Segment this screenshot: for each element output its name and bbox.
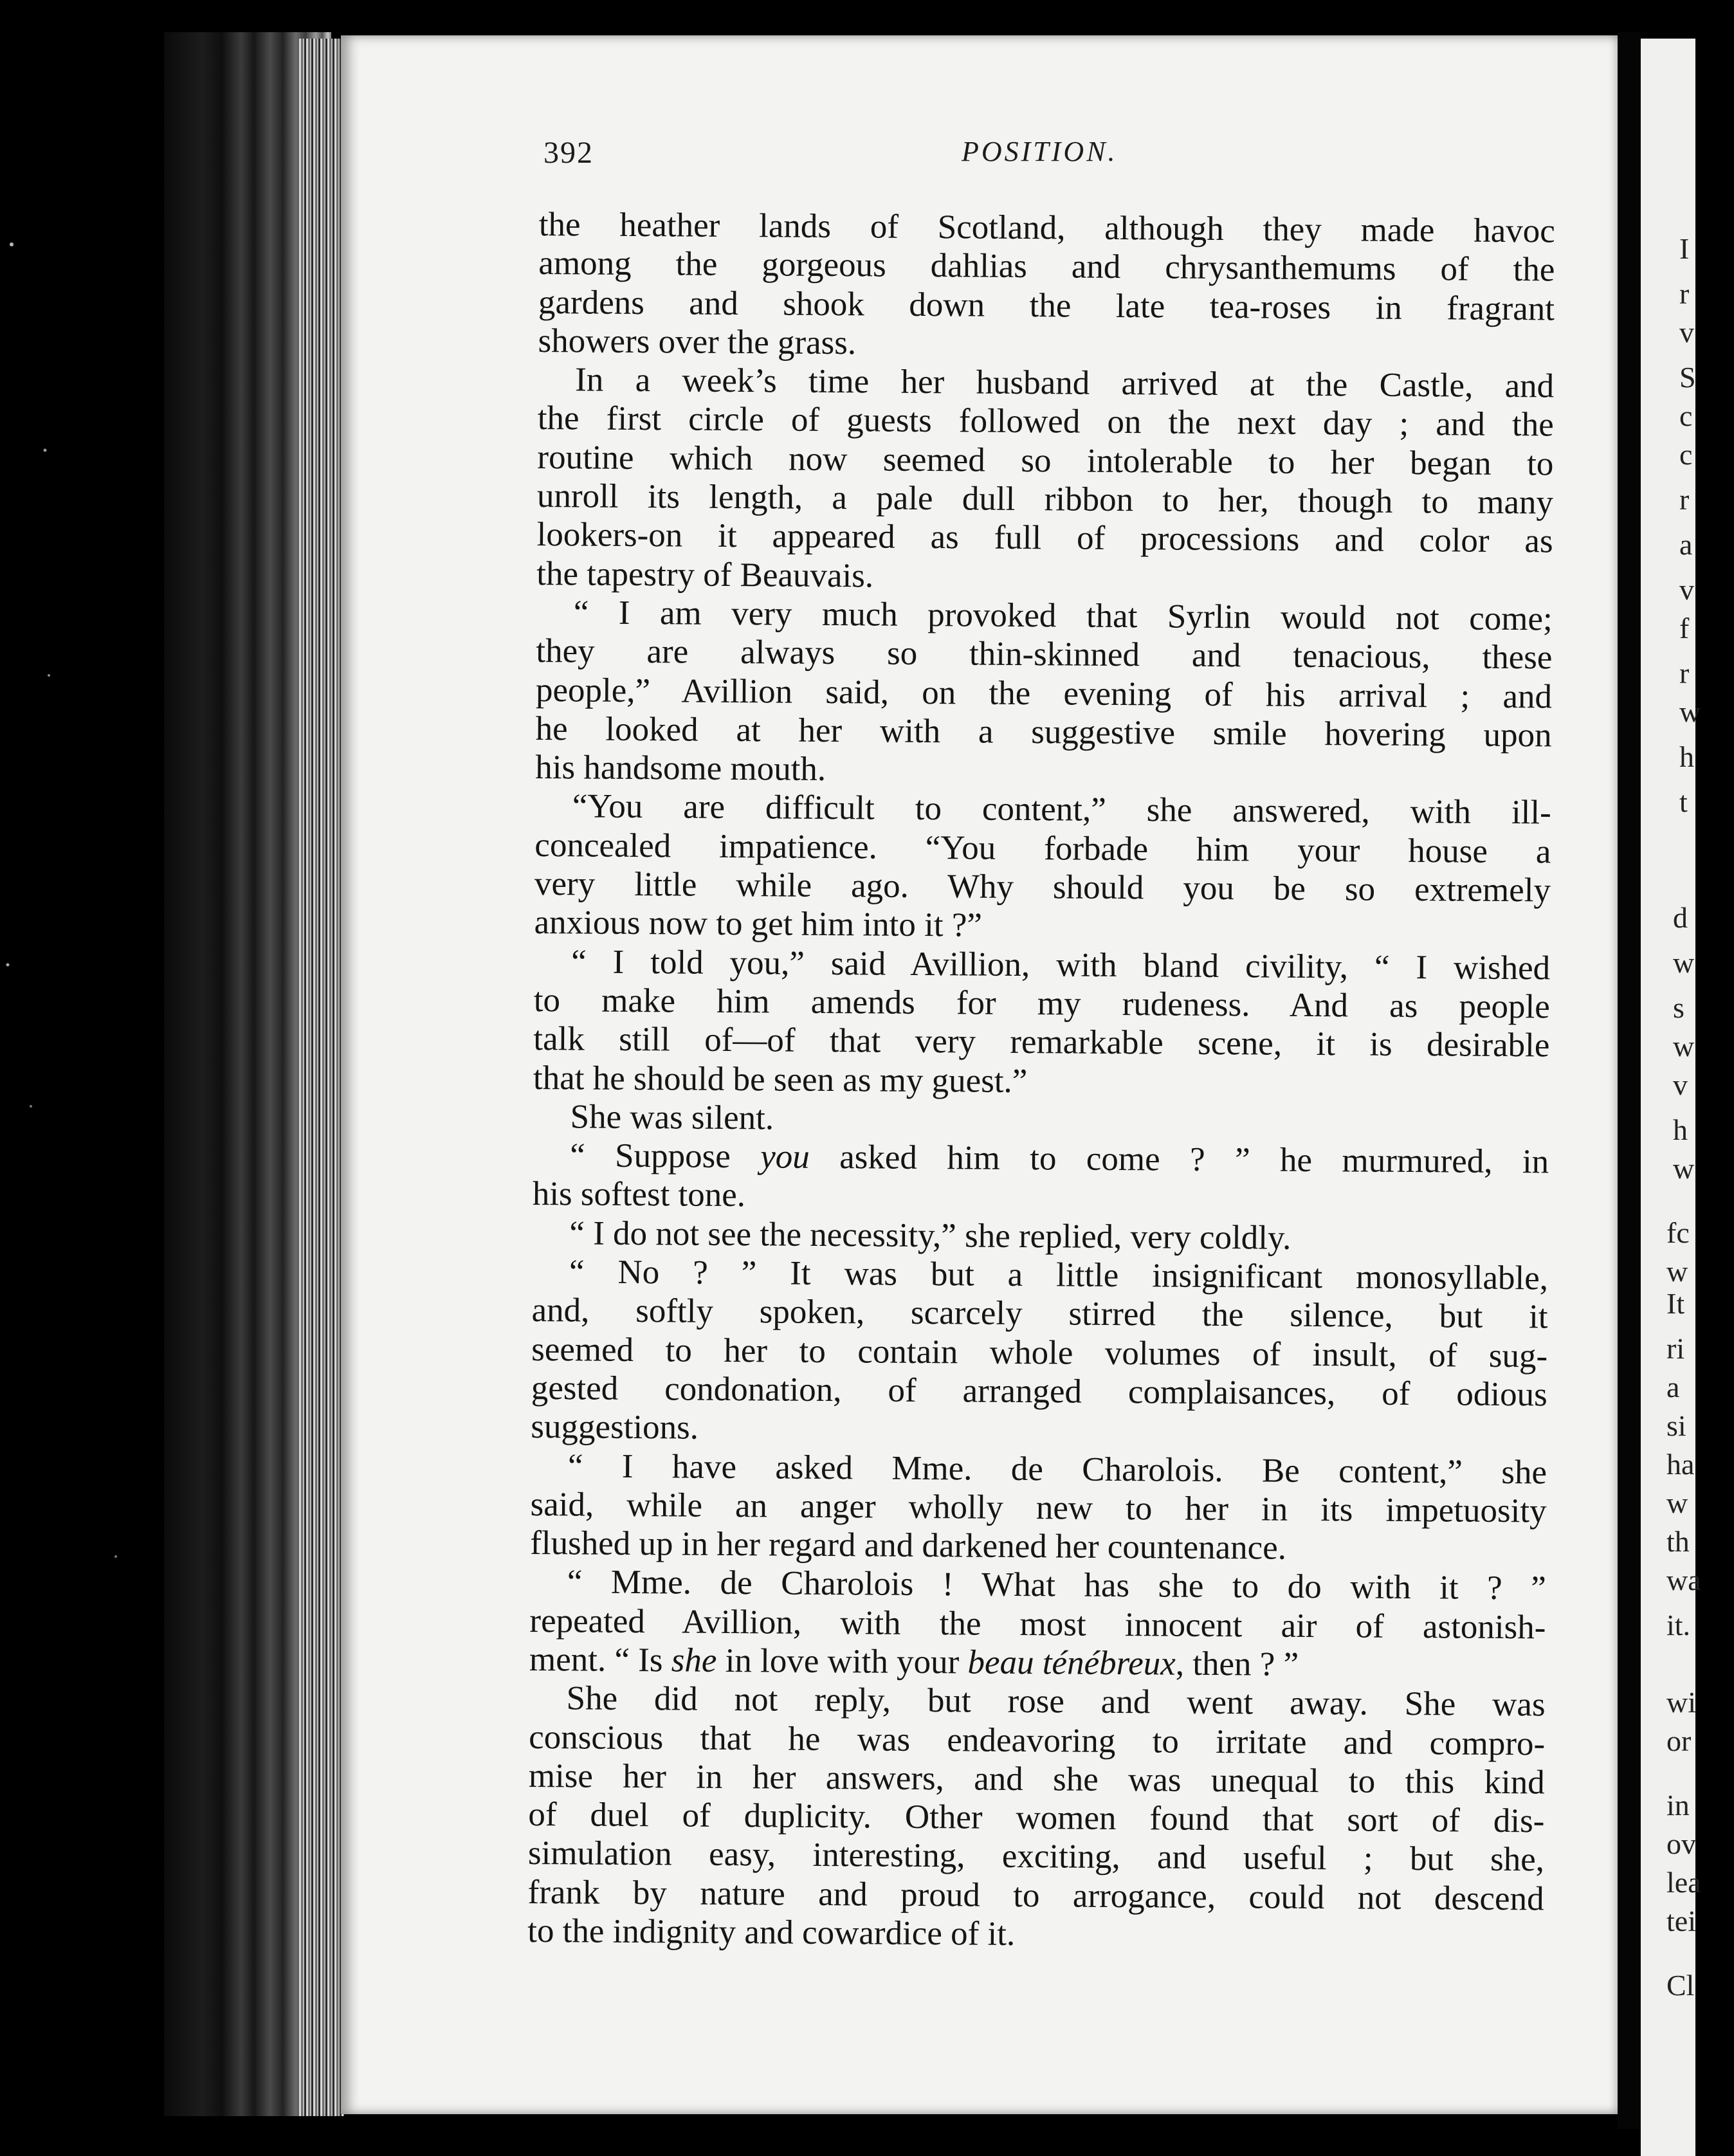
next-page-fragment: c — [1679, 438, 1693, 471]
next-page-fragment: I — [1679, 232, 1690, 265]
text-line: “ I have asked Mme. de Charolois. Be content,” she — [567, 1447, 1547, 1491]
text-line: of duel of duplicity. Other women found that sort of dis- — [528, 1796, 1545, 1840]
next-page-fragment: th — [1666, 1525, 1690, 1558]
text-line: to the indignity and cowardice of it. — [527, 1912, 1016, 1953]
next-page-fragment: tei — [1666, 1905, 1696, 1937]
next-page-fragment: h — [1679, 740, 1694, 773]
next-page-fragment: ov — [1666, 1827, 1696, 1860]
text-line: suggestions. — [531, 1408, 699, 1447]
text-line: showers over the grass. — [538, 322, 857, 362]
text-line: the tapestry of Beauvais. — [536, 554, 874, 595]
next-page-fragment: v — [1673, 1068, 1688, 1101]
text-line: among the gorgeous dahlias and chrysanthemums of the — [538, 244, 1555, 289]
next-page-fragment: r — [1679, 657, 1690, 690]
next-page-fragment: a — [1666, 1371, 1680, 1403]
next-page-fragment: w — [1673, 946, 1695, 979]
next-page-fragment: S — [1679, 361, 1696, 394]
next-page-fragment: d — [1673, 901, 1688, 934]
running-title: POSITION. — [962, 136, 1118, 167]
next-page-fragment: w — [1666, 1486, 1688, 1519]
text-line: gardens and shook down the late tea-roses in fragrant — [538, 283, 1555, 328]
text-line: seemed to her to contain whole volumes of insult, of sug- — [531, 1330, 1548, 1375]
text-line: talk still of—of that very remarkable scene, it is desirable — [533, 1020, 1550, 1064]
text-line: “You are difficult to content,” she answered, with ill- — [572, 787, 1551, 832]
text-line: lookers-on it appeared as full of processions and color as — [536, 516, 1553, 560]
next-page-fragment: t — [1679, 785, 1688, 818]
text-line: unroll its length, a pale dull ribbon to her, though to many — [536, 477, 1554, 522]
text-line: the heather lands of Scotland, although they made havoc — [538, 206, 1555, 250]
text-line: they are always so thin-skinned and tenacious, these — [536, 632, 1553, 677]
text-line: his handsome mouth. — [535, 749, 826, 789]
body-text — [527, 206, 1555, 1958]
page-number: 392 — [543, 136, 594, 170]
next-page-fragment: wi — [1666, 1686, 1696, 1719]
next-page-fragment: w — [1666, 1255, 1688, 1288]
text-line: simulation easy, interesting, exciting, and useful ; but she, — [527, 1834, 1545, 1879]
text-line: concealed impatience. “You forbade him your house a — [534, 826, 1551, 871]
text-line: “ I told you,” said Avillion, with bland civility, “ I wished — [571, 943, 1551, 987]
text-line: She did not reply, but rose and went away. She was — [566, 1679, 1546, 1724]
next-page-fragment: w — [1679, 695, 1701, 728]
text-line: very little while ago. Why should you be so extremely — [534, 865, 1551, 909]
text-line: to make him amends for my rudeness. And as people — [533, 981, 1550, 1026]
next-page-fragment: It — [1666, 1287, 1685, 1320]
page-stack-lines — [299, 39, 344, 2116]
next-page-fragment: r — [1679, 483, 1690, 516]
text-line: “ No ? ” It was but a little insignificant monosyllable, — [569, 1253, 1549, 1297]
next-page-fragment: ri — [1666, 1332, 1685, 1365]
next-page-fragment: ha — [1666, 1448, 1695, 1481]
next-page-fragment: fc — [1666, 1216, 1690, 1249]
next-page-fragment: or — [1666, 1724, 1692, 1757]
next-page-fragment: c — [1679, 399, 1693, 432]
next-page-fragment: s — [1673, 991, 1684, 1024]
text-line: conscious that he was endeavoring to irritate and compro- — [529, 1718, 1546, 1763]
text-line: In a week’s time her husband arrived at the Castle, and — [575, 361, 1555, 405]
text-line: “ I am very much provoked that Syrlin would not come; — [573, 594, 1553, 638]
text-line: his softest tone. — [532, 1175, 746, 1214]
text-line: ment. “ Is she in love with your beau ténébreux, then ? ” — [529, 1640, 1299, 1683]
text-line: and, softly spoken, scarcely stirred the silence, but it — [531, 1292, 1548, 1336]
text-line: said, while an anger wholly new to her in its impetuosity — [530, 1485, 1547, 1530]
text-line: She was silent. — [570, 1098, 774, 1137]
text-line: people,” Avillion said, on the evening of his arrival ; and — [535, 671, 1553, 716]
next-page-fragment: r — [1679, 277, 1690, 310]
text-line: gested condonation, of arranged complaisances, of odious — [531, 1369, 1547, 1414]
next-page-fragment: lea — [1666, 1866, 1701, 1899]
text-line: “ I do not see the necessity,” she replied, very coldly. — [569, 1214, 1291, 1257]
next-page-fragment: it. — [1666, 1609, 1691, 1641]
page-header — [543, 135, 1299, 180]
text-line: flushed up in her regard and darkened her countenance. — [530, 1524, 1287, 1567]
next-page-fragment: si — [1666, 1409, 1686, 1442]
text-line: repeated Avillion, with the most innocent air of astonish- — [529, 1602, 1546, 1647]
next-page-fragment: v — [1679, 573, 1694, 606]
text-line: “ Suppose you asked him to come ? ” he murmured, in — [570, 1137, 1549, 1181]
text-line: “ Mme. de Charolois ! What has she to do with it ? ” — [567, 1563, 1546, 1607]
text-line: mise her in her answers, and she was unequal to this kind — [528, 1757, 1545, 1802]
text-line: frank by nature and proud to arrogance, could not descend — [527, 1873, 1544, 1918]
next-page-fragment: a — [1679, 528, 1693, 561]
next-page-fragment: Cl — [1666, 1969, 1695, 2002]
book-gutter — [1618, 32, 1641, 2129]
next-page-edge — [1641, 39, 1701, 2156]
text-line: routine which now seemed so intolerable to her began to — [537, 438, 1554, 483]
text-line: that he should be seen as my guest.” — [533, 1059, 1028, 1100]
text-line: the first circle of guests followed on the next day ; and the — [537, 399, 1554, 444]
next-page-fragment: h — [1673, 1113, 1688, 1146]
next-page-fragment: wa — [1666, 1564, 1701, 1596]
next-page-fragment: in — [1666, 1789, 1690, 1822]
next-page-fragment: w — [1673, 1152, 1695, 1185]
next-page-fragment: v — [1679, 316, 1694, 349]
text-line: he looked at her with a suggestive smile hovering upon — [535, 709, 1552, 754]
next-page-fragment: f — [1679, 612, 1690, 644]
text-line: anxious now to get him into it ?” — [534, 904, 983, 944]
next-page-fragment: w — [1673, 1030, 1695, 1063]
